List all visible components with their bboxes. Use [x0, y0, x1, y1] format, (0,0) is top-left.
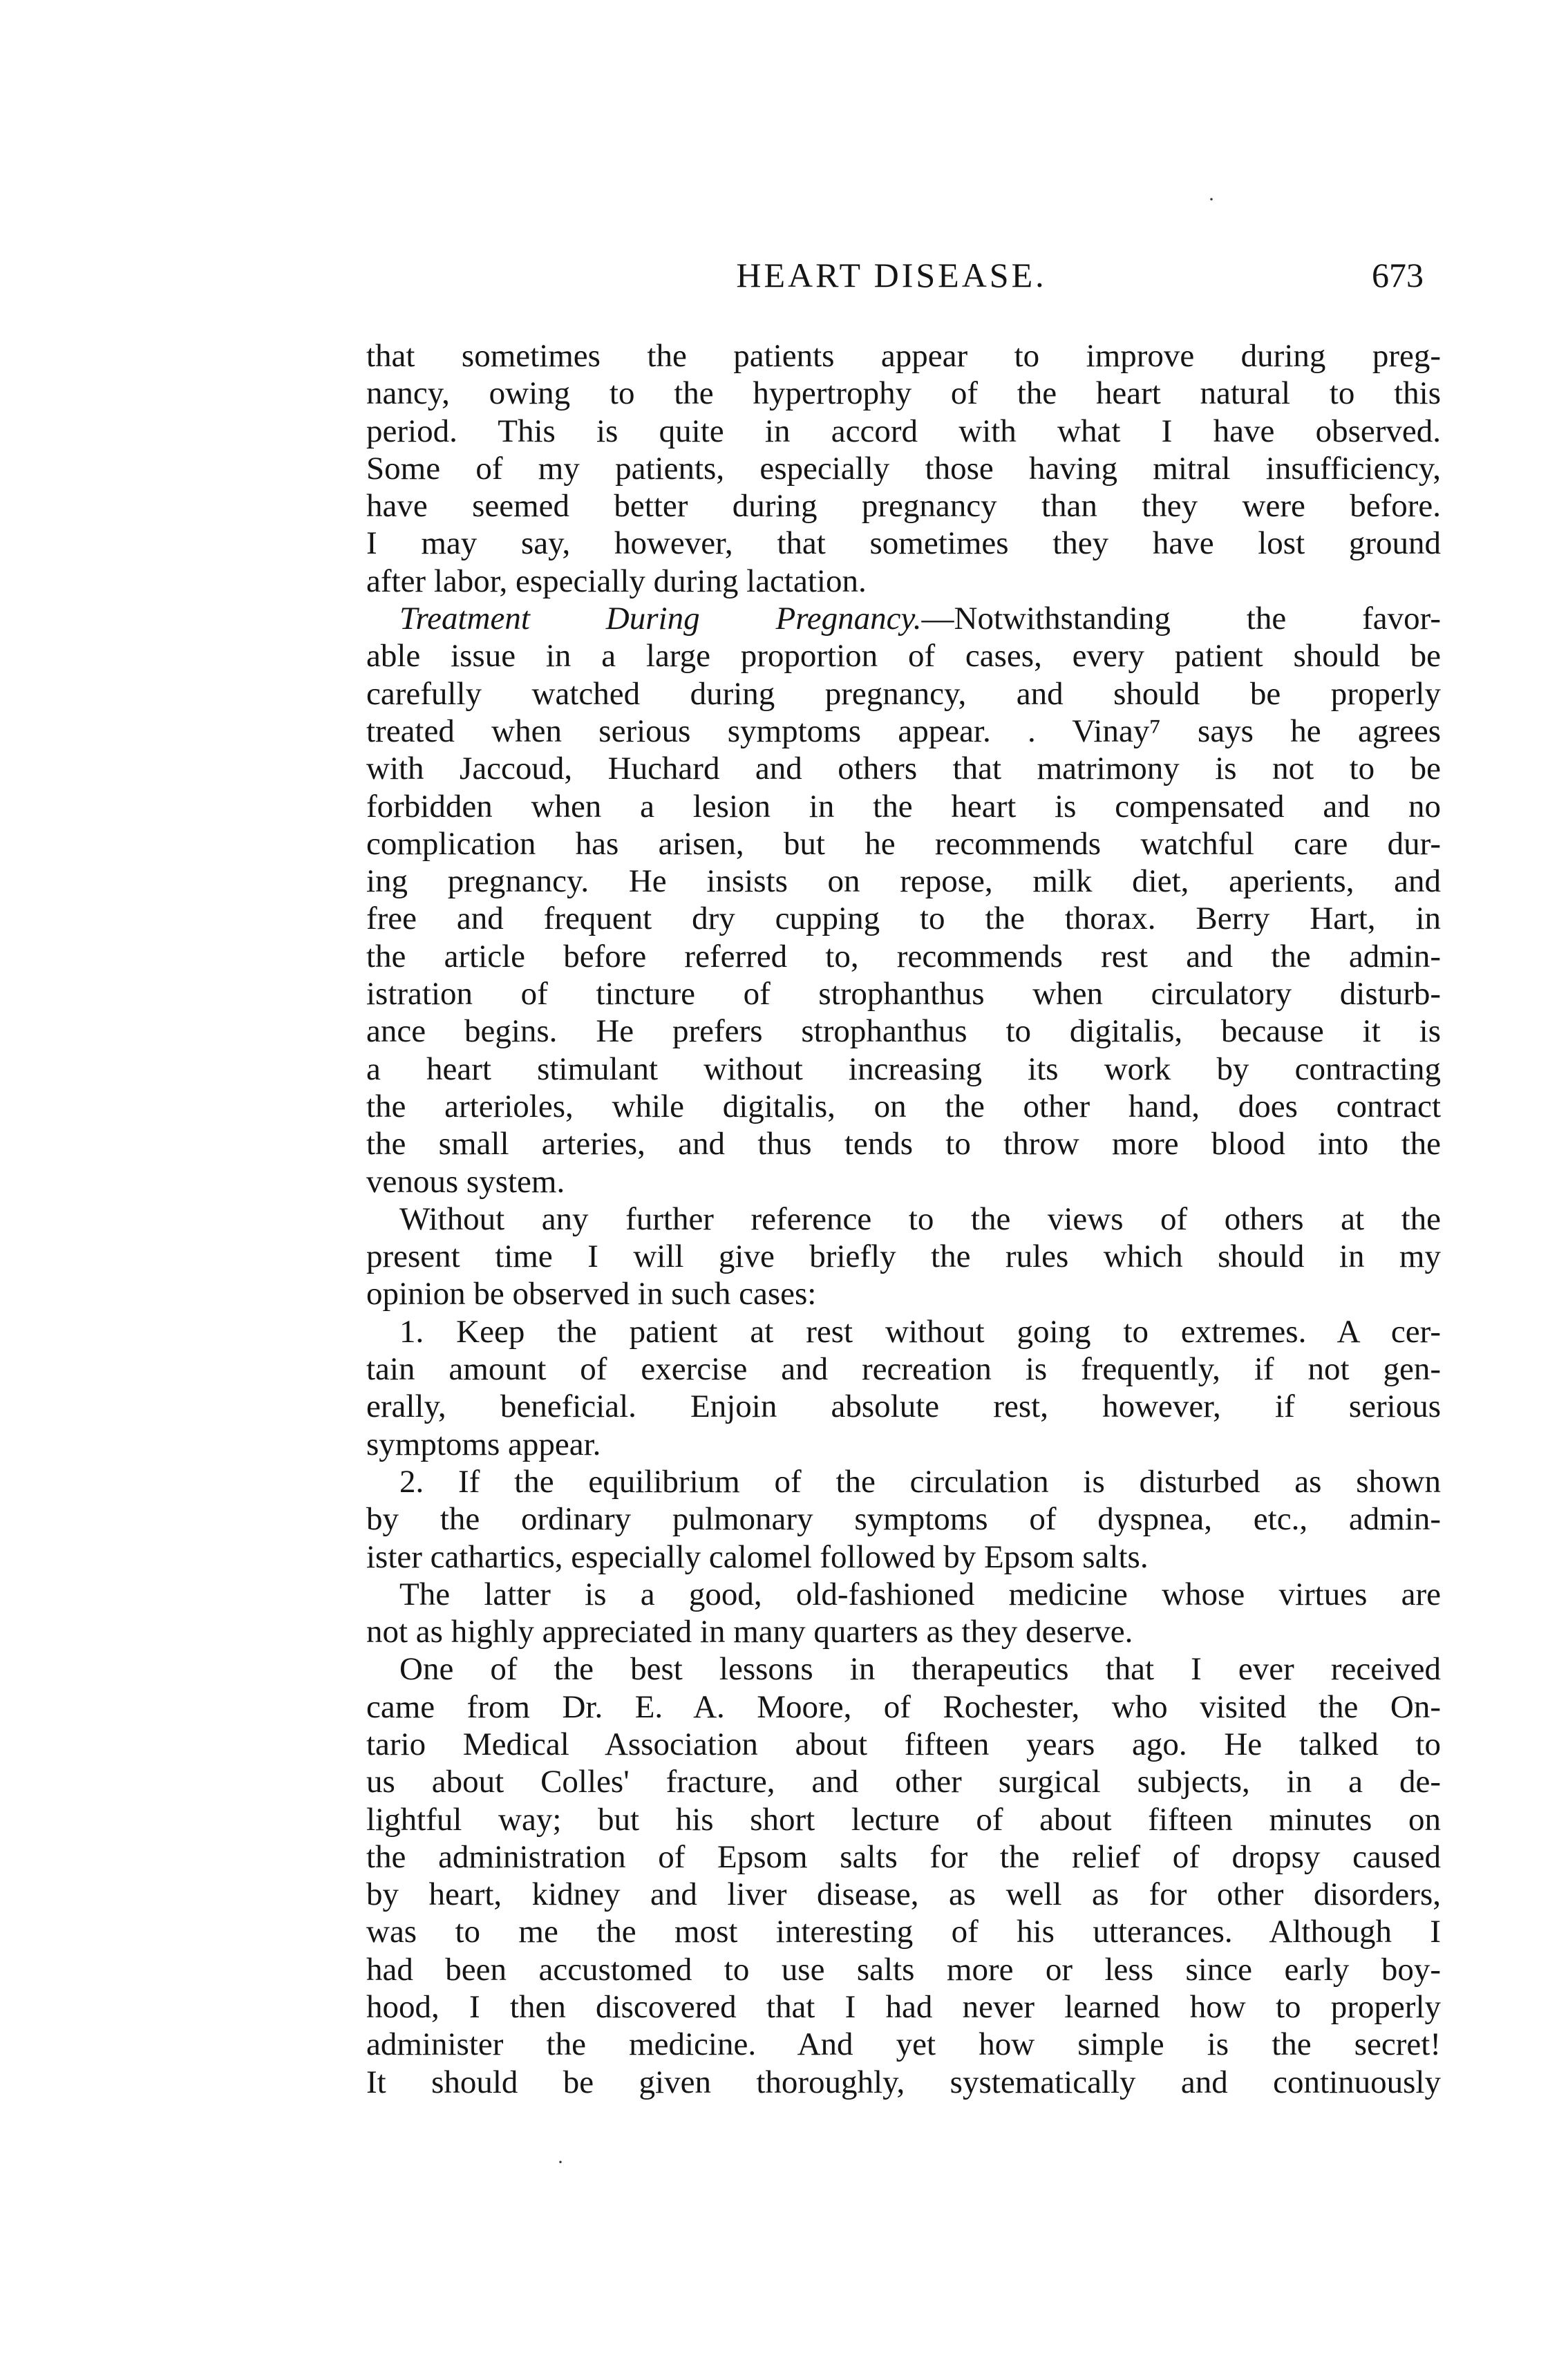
paragraph-rule-2: [366, 1463, 1441, 1576]
text-line: lightful way; but his short lecture of about fifteen minutes on: [366, 1801, 1441, 1838]
text-line: 1. Keep the patient at rest without going to extremes. A cer-: [399, 1313, 1441, 1350]
text-line: was to me the most interesting of his utterances. Although I: [366, 1914, 1441, 1950]
text-line: Without any further reference to the views of others at the: [399, 1200, 1441, 1237]
text-line: have seemed better during pregnancy than they were before.: [366, 488, 1441, 525]
text-line: opinion be observed in such cases:: [366, 1276, 817, 1312]
paragraph-continuation: [366, 337, 1441, 600]
text-line: that sometimes the patients appear to improve during preg-: [366, 338, 1441, 374]
text-line: not as highly appreciated in many quarters as they deserve.: [366, 1614, 1133, 1650]
text-line: erally, beneficial. Enjoin absolute rest, however, if serious: [366, 1388, 1441, 1425]
text-line: carefully watched during pregnancy, and should be properly: [366, 675, 1441, 712]
text-line: a heart stimulant without increasing its work by contracting: [366, 1050, 1441, 1087]
text-line: I may say, however, that sometimes they have lost ground: [366, 525, 1441, 562]
running-header: [359, 247, 1424, 303]
paragraph-rules-intro: [366, 1200, 1441, 1313]
text-line: 2. If the equilibrium of the circulation is disturbed as shown: [399, 1463, 1441, 1500]
text-run: —Notwithstanding the favor-: [921, 601, 1441, 637]
bottom-speck: ·: [557, 2151, 564, 2174]
text-line: One of the best lessons in therapeutics that I ever received: [399, 1651, 1441, 1688]
text-line: symptoms appear.: [366, 1426, 601, 1462]
paragraph-rule-1: [366, 1313, 1441, 1463]
text-line: the arterioles, while digitalis, on the other hand, does contract: [366, 1088, 1441, 1124]
text-line: ance begins. He prefers strophanthus to digitalis, because it is: [366, 1013, 1441, 1050]
text-line: after labor, especially during lactation.: [366, 563, 867, 599]
text-line: free and frequent dry cupping to the thorax. Berry Hart, in: [366, 901, 1441, 937]
top-speck: ·: [1208, 188, 1215, 211]
text-line: The latter is a good, old-fashioned medicine whose virtues are: [399, 1576, 1441, 1612]
text-line: administer the medicine. And yet how simple is the secret!: [366, 2026, 1441, 2063]
text-line: hood, I then discovered that I had never learned how to properly: [366, 1989, 1441, 2026]
text-line: us about Colles' fracture, and other surgical subjects, in a de-: [366, 1764, 1441, 1800]
text-line: treated when serious symptoms appear. . Vinay⁷ says he agrees: [366, 713, 1441, 749]
text-line: by the ordinary pulmonary symptoms of dyspnea, etc., admin-: [366, 1501, 1441, 1538]
text-line: ister cathartics, especially calomel followed by Epsom salts.: [366, 1538, 1149, 1575]
text-line: the article before referred to, recommends rest and the admin-: [366, 938, 1441, 974]
page-number: 673: [1372, 256, 1424, 294]
running-title: HEART DISEASE.: [736, 256, 1047, 294]
text-line: forbidden when a lesion in the heart is compensated and no: [366, 788, 1441, 825]
text-line: period. This is quite in accord with what I have observed.: [366, 413, 1441, 449]
paragraph-epsom: [366, 1576, 1441, 1651]
paragraph-moore: [366, 1650, 1441, 2101]
text-line: [366, 600, 1441, 637]
text-line: Some of my patients, especially those having mitral insufficiency,: [366, 450, 1441, 487]
text-line: with Jaccoud, Huchard and others that matrimony is not to be: [366, 751, 1441, 787]
text-line: tario Medical Association about fifteen years ago. He talked to: [366, 1726, 1441, 1762]
text-line: had been accustomed to use salts more or less since early boy-: [366, 1951, 1441, 1988]
body-text: [366, 337, 1441, 2101]
text-line: venous system.: [366, 1163, 565, 1200]
text-line: tain amount of exercise and recreation is frequently, if not gen-: [366, 1351, 1441, 1388]
text-line: able issue in a large proportion of cases, every patient should be: [366, 638, 1441, 675]
text-line: It should be given thoroughly, systematically and continuously: [366, 2064, 1441, 2100]
text-line: complication has arisen, but he recommends watchful care dur-: [366, 825, 1441, 862]
section-heading: Treatment During Pregnancy.: [399, 601, 922, 637]
text-line: the small arteries, and thus tends to throw more blood into the: [366, 1126, 1441, 1162]
text-line: by heart, kidney and liver disease, as well as for other disorders,: [366, 1876, 1441, 1913]
text-line: present time I will give briefly the rules which should in my: [366, 1238, 1441, 1275]
text-line: the administration of Epsom salts for the relief of dropsy caused: [366, 1838, 1441, 1875]
text-line: istration of tincture of strophanthus when circulatory disturb-: [366, 976, 1441, 1012]
text-line: came from Dr. E. A. Moore, of Rochester, who visited the On-: [366, 1688, 1441, 1725]
text-line: ing pregnancy. He insists on repose, milk diet, aperients, and: [366, 863, 1441, 900]
text-line: nancy, owing to the hypertrophy of the heart natural to this: [366, 375, 1441, 412]
paragraph-treatment: [366, 600, 1441, 1200]
